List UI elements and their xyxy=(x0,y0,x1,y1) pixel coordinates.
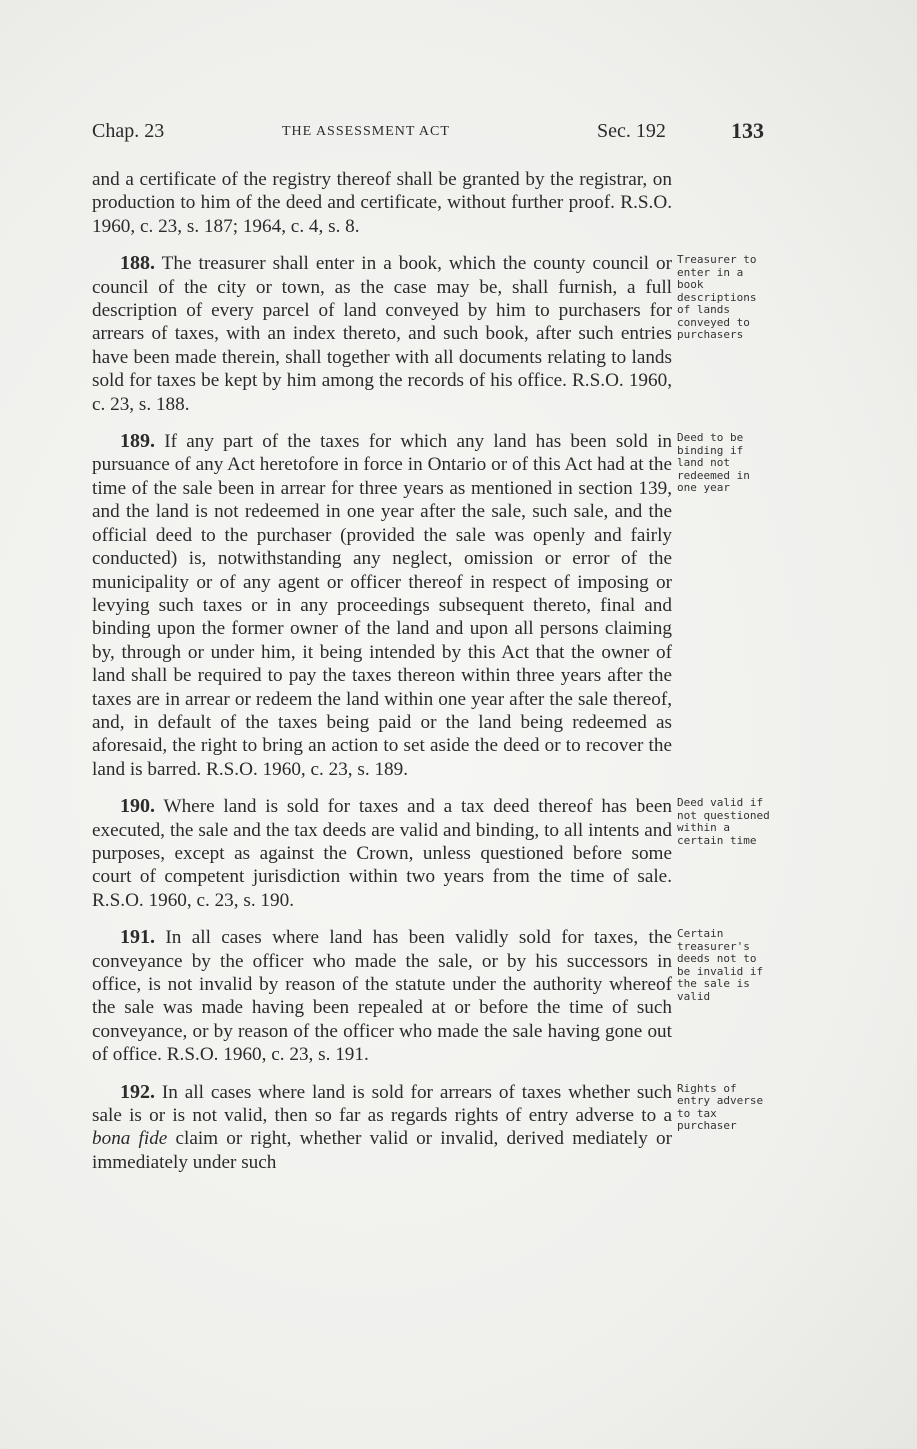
italic-term: bona fide xyxy=(92,1128,168,1150)
section-190 xyxy=(92,795,672,912)
section-number: 192. xyxy=(120,1080,155,1103)
running-header xyxy=(92,120,764,150)
act-title: THE ASSESSMENT ACT xyxy=(282,124,450,139)
section-number: 189. xyxy=(120,430,155,453)
section-text: In all cases where land is sold for arrears of taxes whether such sale is or is not valid, then so far as regards rights of entry adverse to a xyxy=(92,1081,672,1127)
section-text: claim or right, whether valid or invalid, derived mediately or immediately under such xyxy=(92,1128,672,1173)
margin-note-191: Certain treasurer's deeds not to be invalid if the sale is valid xyxy=(677,927,764,1003)
margin-note-190: Deed valid if not questioned within a certain time xyxy=(677,796,770,847)
section-number: 191. xyxy=(120,926,155,949)
section-192 xyxy=(92,1081,672,1175)
section-189 xyxy=(92,430,672,781)
section-number: 188. xyxy=(120,252,155,275)
body-text xyxy=(92,168,672,1174)
section-text: In all cases where land has been validly sold for taxes, the conveyance by the officer who made the sale, or by his successors in office, is not invalid by reason of the statute under the authority whereof the sale was made having been repealed at or before the time of such conveyance, or by reason of the officer who made the sale having gone out of office. R.S.O. 1960, c. 23, s. 191. xyxy=(92,927,673,1066)
section-text: The treasurer shall enter in a book, which the county council or council of the city or town, as the case may be, shall furnish, a full description of every parcel of land conveyed by him to purchasers for arrears of taxes, with an index thereto, and such book, after such entries have been made therein, shall together with all documents relating to lands sold for taxes be kept by him among the records of his office. R.S.O. 1960, c. 23, s. 188. xyxy=(92,253,672,415)
section-188 xyxy=(92,252,672,416)
margin-note-188: Treasurer to enter in a book descriptions of lands conveyed to purchasers xyxy=(677,253,757,342)
continuation-paragraph: and a certificate of the registry thereof shall be granted by the registrar, on production to him of the deed and certificate, without further proof. R.S.O. 1960, c. 23, s. 187; 1964, c. 4, s. 8. xyxy=(92,169,672,237)
section-number: 190. xyxy=(120,795,155,818)
section-text: If any part of the taxes for which any land has been sold in pursuance of any Act heretofore in force in Ontario or of this Act had at the time of the sale been in arrear for three years as mentioned in section 139, and the land is not redeemed in one year after the sale, such sale, and the official deed to the purchaser (provided the sale was openly and fairly conducted) is, notwithstanding any neglect, omission or error of the municipality or of any agent or officer thereof in respect of imposing or levying such taxes or in any proceedings subsequent thereto, final and binding upon the former owner of the land and upon all persons claiming by, through or under him, it being intended by this Act that the owner of land shall be required to pay the taxes thereon within three years after the taxes are in arrear or redeem the land within one year after the sale thereof, and, in default of the taxes being paid or the land being redeemed as aforesaid, the right to bring an action to set aside the deed or to recover the land is barred. R.S.O. 1960, c. 23, s. 189. xyxy=(92,431,673,780)
page-number: 133 xyxy=(731,118,764,143)
section-label: Sec. 192 xyxy=(597,120,666,142)
margin-note-192: Rights of entry adverse to tax purchaser xyxy=(677,1081,764,1133)
margin-note-189: Deed to be binding if land not redeemed in one year xyxy=(677,431,750,495)
section-191 xyxy=(92,926,672,1066)
chapter-label: Chap. 23 xyxy=(92,120,165,142)
section-text: Where land is sold for taxes and a tax deed thereof has been executed, the sale and the tax deeds are valid and binding, to all intents and purposes, except as against the Crown, unless questioned before some court of competent jurisdiction within two years from the time of sale. R.S.O. 1960, c. 23, s. 190. xyxy=(92,796,672,911)
